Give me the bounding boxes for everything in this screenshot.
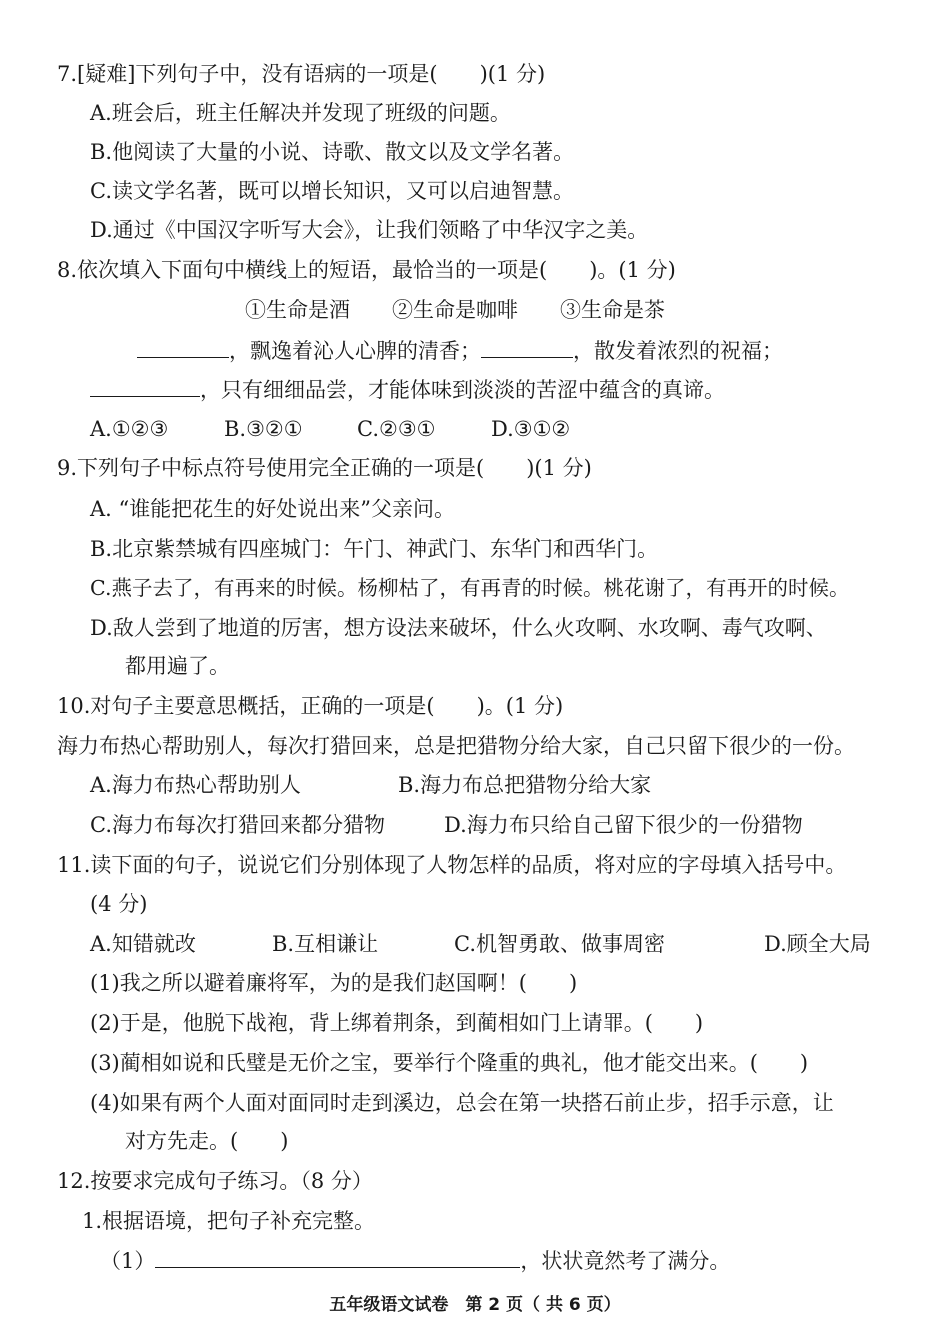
q7-option-a: A.班会后，班主任解决并发现了班级的问题。 <box>90 101 511 125</box>
q8-phrases: ①生命是酒 ②生命是咖啡 ③生命是茶 <box>245 298 665 322</box>
q12-stem: 12.按要求完成句子练习。（8 分） <box>57 1169 373 1193</box>
q7-option-d: D.通过《中国汉字听写大会》，让我们领略了中华汉字之美。 <box>90 218 649 242</box>
q8-line1-b: ，散发着浓烈的祝福； <box>573 339 783 363</box>
q11-choice-c: C.机智勇敢、做事周密 <box>454 932 665 956</box>
q9-option-c: C.燕子去了，有再来的时候。杨柳枯了，有再青的时候。桃花谢了，有再开的时候。 <box>90 576 850 600</box>
q11-score: (4 分) <box>90 892 148 916</box>
q10-option-b: B.海力布总把猎物分给大家 <box>398 773 652 797</box>
q11-choice-d: D.顾全大局 <box>764 932 871 956</box>
answer-blank[interactable] <box>155 1247 520 1268</box>
q11-choices <box>90 929 871 959</box>
blank-line[interactable] <box>137 337 229 358</box>
q7-option-c: C.读文学名著，既可以增长知识，又可以启迪智慧。 <box>90 179 574 203</box>
q11-item-1: (1)我之所以避着廉将军，为的是我们赵国啊！( ) <box>90 971 578 995</box>
q11-item-4-cont: 对方先走。( ) <box>125 1129 289 1153</box>
q10-options-row1 <box>90 770 651 800</box>
blank-line[interactable] <box>90 376 200 397</box>
q8-line1 <box>137 336 783 366</box>
q10-sentence: 海力布热心帮助别人，每次打猎回来，总是把猎物分给大家，自己只留下很少的一份。 <box>57 734 855 758</box>
q7-option-b: B.他阅读了大量的小说、诗歌、散文以及文学名著。 <box>90 140 575 164</box>
q11-stem: 11.读下面的句子，说说它们分别体现了人物怎样的品质，将对应的字母填入括号中。 <box>57 853 847 877</box>
q10-option-d: D.海力布只给自己留下很少的一份猎物 <box>444 813 803 837</box>
q10-options-row2 <box>90 810 803 840</box>
q9-option-d-cont: 都用遍了。 <box>125 654 230 678</box>
q12-item1-tail: ，状状竟然考了满分。 <box>520 1249 731 1273</box>
q8-line1-a: ，飘逸着沁人心脾的清香； <box>229 339 481 363</box>
q11-choice-b: B.互相谦让 <box>272 932 379 956</box>
page-footer: 五年级语文试卷 第 2 页（ 共 6 页） <box>329 1295 621 1315</box>
blank-line[interactable] <box>481 337 573 358</box>
q8-line2-text: ，只有细细品尝，才能体味到淡淡的苦涩中蕴含的真谛。 <box>200 378 725 402</box>
q8-option-b: B.③②① <box>224 417 303 441</box>
q10-option-c: C.海力布每次打猎回来都分猎物 <box>90 813 385 837</box>
q8-stem: 8.依次填入下面句中横线上的短语，最恰当的一项是( )。(1 分) <box>57 258 676 282</box>
q11-item-4: (4)如果有两个人面对面同时走到溪边，总会在第一块搭石前止步，招手示意，让 <box>90 1091 834 1115</box>
q9-option-b: B.北京紫禁城有四座城门：午门、神武门、东华门和西华门。 <box>90 537 659 561</box>
q12-item1 <box>100 1246 730 1276</box>
q11-item-3: (3)蔺相如说和氏璧是无价之宝，要举行个隆重的典礼，他才能交出来。( ) <box>90 1051 809 1075</box>
q10-option-a: A.海力布热心帮助别人 <box>90 773 301 797</box>
q7-stem: 7.[疑难]下列句子中，没有语病的一项是( )(1 分) <box>57 62 546 86</box>
q8-option-c: C.②③① <box>357 417 436 441</box>
q10-stem: 10.对句子主要意思概括，正确的一项是( )。(1 分) <box>57 694 564 718</box>
q9-option-d: D.敌人尝到了地道的厉害，想方设法来破坏，什么火攻啊、水攻啊、毒气攻啊、 <box>90 616 827 640</box>
q8-options <box>90 414 570 444</box>
q8-line2 <box>90 375 725 405</box>
q11-choice-a: A.知错就改 <box>90 932 196 956</box>
q12-item1-label: （1） <box>100 1249 156 1273</box>
q8-option-d: D.③①② <box>491 417 571 441</box>
q11-item-2: (2)于是，他脱下战袍，背上绑着荆条，到蔺相如门上请罪。( ) <box>90 1011 704 1035</box>
q12-sub1: 1.根据语境，把句子补充完整。 <box>82 1209 376 1233</box>
q9-option-a: A. “谁能把花生的好处说出来”父亲问。 <box>90 497 455 521</box>
q9-stem: 9.下列句子中标点符号使用完全正确的一项是( )(1 分) <box>57 456 592 480</box>
q8-option-a: A.①②③ <box>90 417 169 441</box>
